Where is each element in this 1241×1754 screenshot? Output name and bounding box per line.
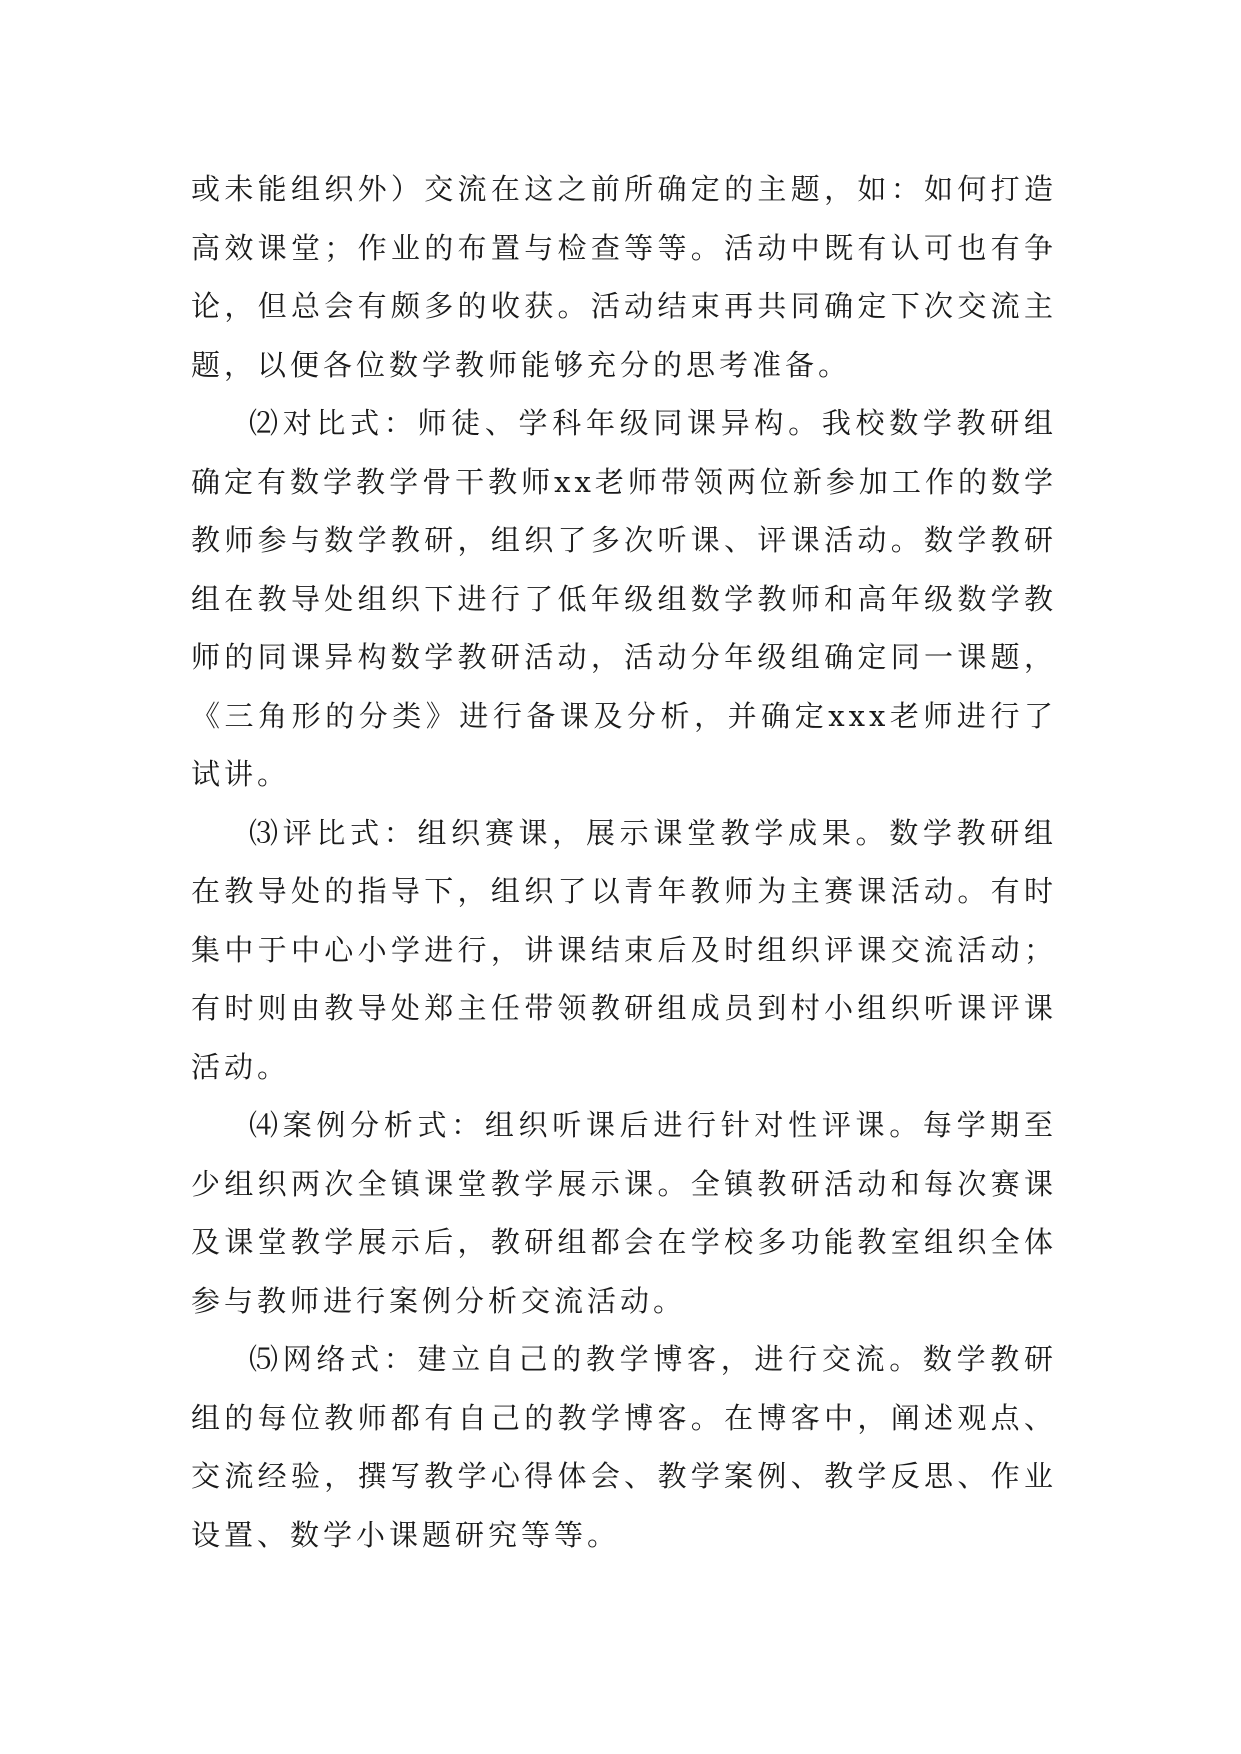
paragraph-network: ⑸网络式：建立自己的教学博客，进行交流。数学教研组的每位教师都有自己的教学博客。在博客中，阐述观点、交流经验，撰写教学心得体会、教学案例、教学反思、作业设置、数学小课题研究等等。 — [191, 1342, 1057, 1552]
paragraph-continuation: 或未能组织外）交流在这之前所确定的主题，如：如何打造高效课堂；作业的布置与检查等等。活动中既有认可也有争论，但总会有颇多的收获。活动结束再共同确定下次交流主题，以便各位数学教师能够充分的思考准备。 — [191, 172, 1057, 382]
paragraph-case-analysis: ⑷案例分析式：组织听课后进行针对性评课。每学期至少组织两次全镇课堂教学展示课。全镇教研活动和每次赛课及课堂教学展示后，教研组都会在学校多功能教室组织全体参与教师进行案例分析交流活动。 — [191, 1108, 1057, 1318]
paragraph-competition: ⑶评比式：组织赛课，展示课堂教学成果。数学教研组在教导处的指导下，组织了以青年教师为主赛课活动。有时集中于中心小学进行，讲课结束后及时组织评课交流活动；有时则由教导处郑主任带领教研组成员到村小组织听课评课活动。 — [191, 815, 1057, 1084]
paragraph-comparison: ⑵对比式：师徒、学科年级同课异构。我校数学教研组确定有数学教学骨干教师xx老师带领两位新参加工作的数学教师参与数学教研，组织了多次听课、评课活动。数学教研组在教导处组织下进行了低年级组数学教师和高年级数学教师的同课异构数学教研活动，活动分年级组确定同一课题，《三角形的分类》进行备课及分析，并确定xxx老师进行了试讲。 — [191, 406, 1057, 791]
document-body — [191, 160, 1057, 1564]
